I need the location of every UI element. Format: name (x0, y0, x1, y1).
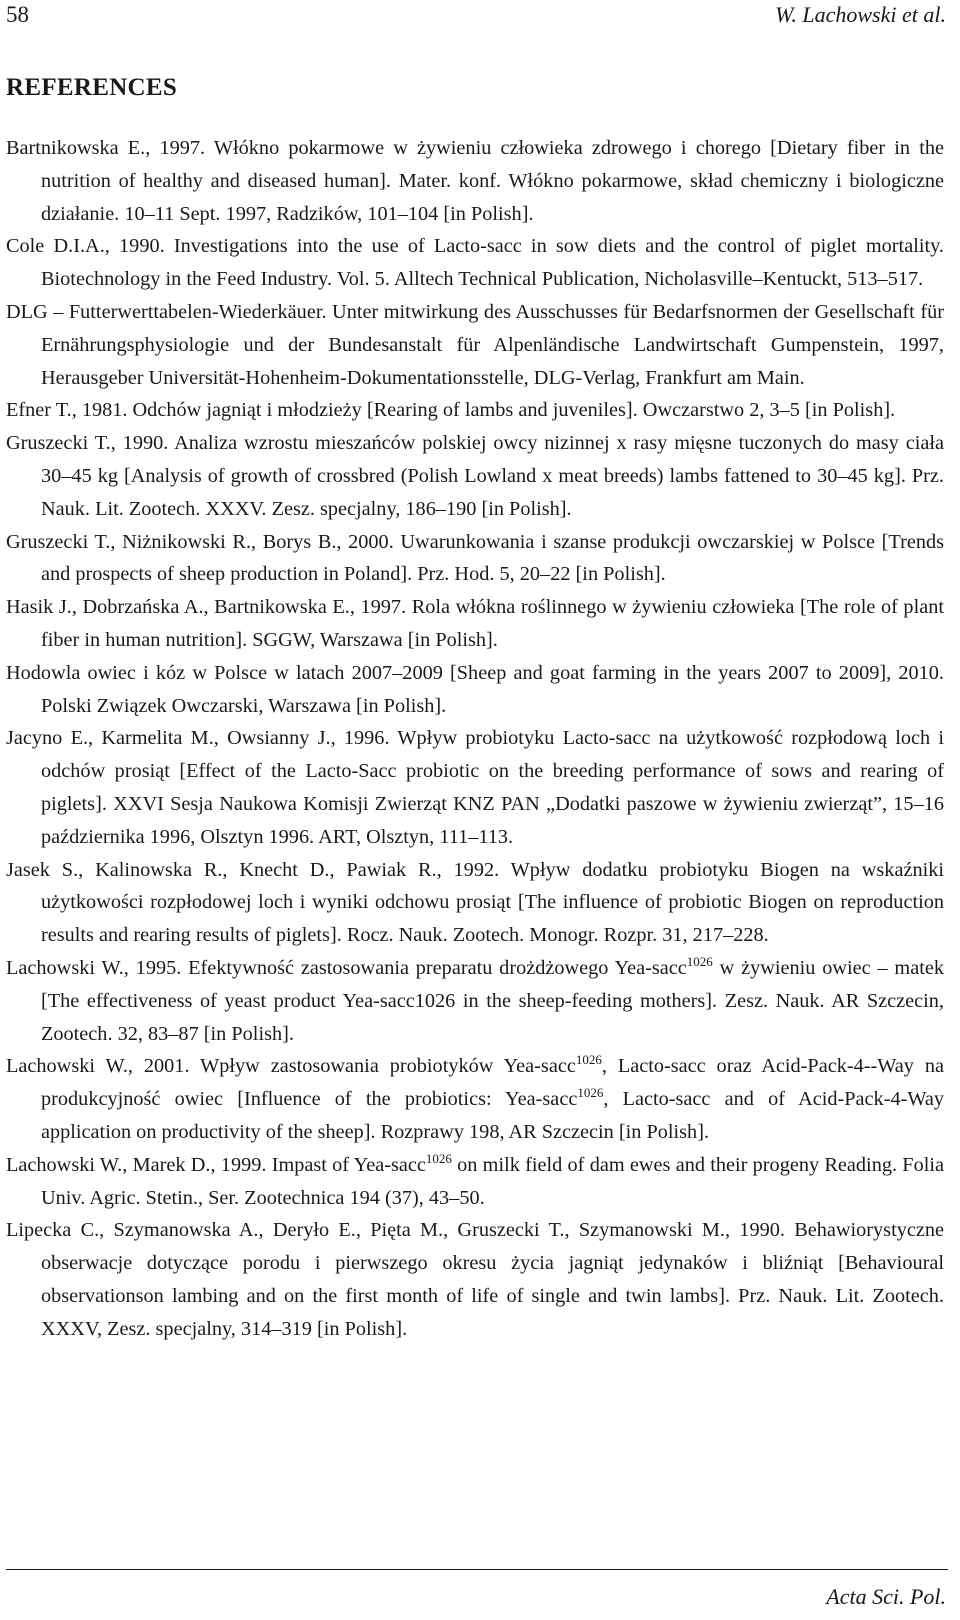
running-head-authors: W. Lachowski et al. (775, 2, 946, 27)
reference-entry (6, 722, 944, 853)
reference-entry (6, 1149, 944, 1215)
reference-entry (6, 591, 944, 657)
reference-text: Gruszecki T., 1990. Analiza wzrostu mieszańców polskiej owcy nizinnej x rasy mięsne tuczonych do masy ciała 30–45 kg [Analysis of growth of crossbred (Polish Lowland x meat breeds) lambs fattened to 30–45 kg]. Prz. Nauk. Lit. Zootech. XXXV. Zesz. specjalny, 186–190 [in Polish]. (6, 432, 944, 520)
reference-entry (6, 952, 944, 1050)
reference-text: Hasik J., Dobrzańska A., Bartnikowska E., 1997. Rola włókna roślinnego w żywieniu człowieka [The role of plant fiber in human nutrition]. SGGW, Warszawa [in Polish]. (6, 596, 944, 651)
reference-text: Bartnikowska E., 1997. Włókno pokarmowe w żywieniu człowieka zdrowego i chorego [Dietary fiber in the nutrition of healthy and diseased human]. Mater. konf. Włókno pokarmowe, skład chemiczny i biologiczne działanie. 10–11 Sept. 1997, Radzików, 101–104 [in Polish]. (6, 137, 944, 225)
reference-entry (6, 394, 944, 427)
reference-text: Jacyno E., Karmelita M., Owsianny J., 1996. Wpływ probiotyku Lacto-sacc na użytkowość rozpłodową loch i odchów prosiąt [Effect of the Lacto-Sacc probiotic on the breeding performance of sows and rearing of piglets]. XXVI Sesja Naukowa Komisji Zwierząt KNZ PAN „Dodatki paszowe w żywieniu zwierząt”, 15–16 października 1996, Olsztyn 1996. ART, Olsztyn, 111–113. (6, 727, 944, 848)
reference-text: , Lacto-sacc and of Acid-Pack-4-Way application on productivity of the sheep]. Rozprawy 198, AR Szczecin [in Polish]. (41, 1088, 944, 1143)
section-title: REFERENCES (6, 74, 178, 101)
reference-text: Cole D.I.A., 1990. Investigations into the use of Lacto-sacc in sow diets and the control of piglet mortality. Biotechnology in the Feed Industry. Vol. 5. Alltech Technical Publication, Nicholasville–Kentuckt, 513–517. (6, 235, 944, 291)
reference-text: w żywieniu owiec – matek [The effectiveness of yeast product Yea-sacc1026 in the sheep-feeding mothers]. Zesz. Nauk. AR Szczecin, Zootech. 32, 83–87 [in Polish]. (41, 956, 944, 1045)
page-number: 58 (6, 2, 29, 27)
reference-list (6, 132, 944, 1345)
superscript: 1026 (686, 953, 713, 969)
reference-entry (6, 132, 944, 230)
reference-entry (6, 427, 944, 525)
reference-text: , Lacto-sacc oraz Acid-Pack-4--Way na produkcyjność owiec [Influence of the probiotics: Yea-sacc (41, 1055, 944, 1111)
footer-journal-name: Acta Sci. Pol. (826, 1584, 946, 1609)
reference-entry (6, 1214, 944, 1345)
reference-entry (6, 657, 944, 723)
superscript: 1026 (425, 1150, 452, 1166)
reference-entry (6, 1050, 944, 1148)
reference-text: DLG – Futterwerttabelen-Wiederkäuer. Unter mitwirkung des Ausschusses für Bedarfsnormen der Gesellschaft für Ernährungsphysiologie und der Bundesanstalt für Alpenländische Landwirtschaft Gumpenstein, 1997, Herausgeber Universität-Hohenheim-Dokumentationsstelle, DLG-Verlag, Frankfurt am Main. (6, 300, 944, 389)
superscript: 1026 (577, 1085, 604, 1101)
reference-text: Lachowski W., Marek D., 1999. Impast of Yea-sacc (6, 1153, 426, 1176)
reference-text: Gruszecki T., Niżnikowski R., Borys B., 2000. Uwarunkowania i szanse produkcji owczarskiej w Polsce [Trends and prospects of sheep production in Poland]. Prz. Hod. 5, 20–22 [in Polish]. (6, 530, 944, 586)
superscript: 1026 (575, 1052, 602, 1068)
footer-rule (6, 1569, 948, 1570)
reference-text: Jasek S., Kalinowska R., Knecht D., Pawiak R., 1992. Wpływ dodatku probiotyku Biogen na wskaźniki użytkowości rozpłodowej loch i wyniki odchowu prosiąt [The influence of probiotic Biogen on reproduction results and rearing results of piglets]. Rocz. Nauk. Zootech. Monogr. Rozpr. 31, 217–228. (6, 858, 944, 947)
reference-text: Hodowla owiec i kóz w Polsce w latach 2007–2009 [Sheep and goat farming in the years 2007 to 2009], 2010. Polski Związek Owczarski, Warszawa [in Polish]. (6, 661, 944, 717)
reference-text: Lachowski W., 2001. Wpływ zastosowania probiotyków Yea-sacc (6, 1055, 576, 1078)
reference-entry (6, 854, 944, 952)
reference-entry (6, 526, 944, 592)
reference-text: Efner T., 1981. Odchów jagniąt i młodzieży [Rearing of lambs and juveniles]. Owczarstwo 2, 3–5 [in Polish]. (6, 399, 896, 422)
reference-text: on milk field of dam ewes and their progeny Reading. Folia Univ. Agric. Stetin., Ser. Zootechnica 194 (37), 43–50. (41, 1153, 944, 1209)
reference-text: Lachowski W., 1995. Efektywność zastosowania preparatu drożdżowego Yea-sacc (6, 956, 687, 979)
reference-entry (6, 230, 944, 296)
reference-text: Lipecka C., Szymanowska A., Deryło E., Pięta M., Gruszecki T., Szymanowski M., 1990. Behawiorystyczne obserwacje dotyczące porodu i pierwszego okresu życia jagniąt jedynaków i bliźniąt [Behavioural observationson lambing and on the first month of life of single and twin lambs]. Prz. Nauk. Lit. Zootech. XXXV, Zesz. specjalny, 314–319 [in Polish]. (6, 1219, 944, 1340)
reference-entry (6, 296, 944, 394)
